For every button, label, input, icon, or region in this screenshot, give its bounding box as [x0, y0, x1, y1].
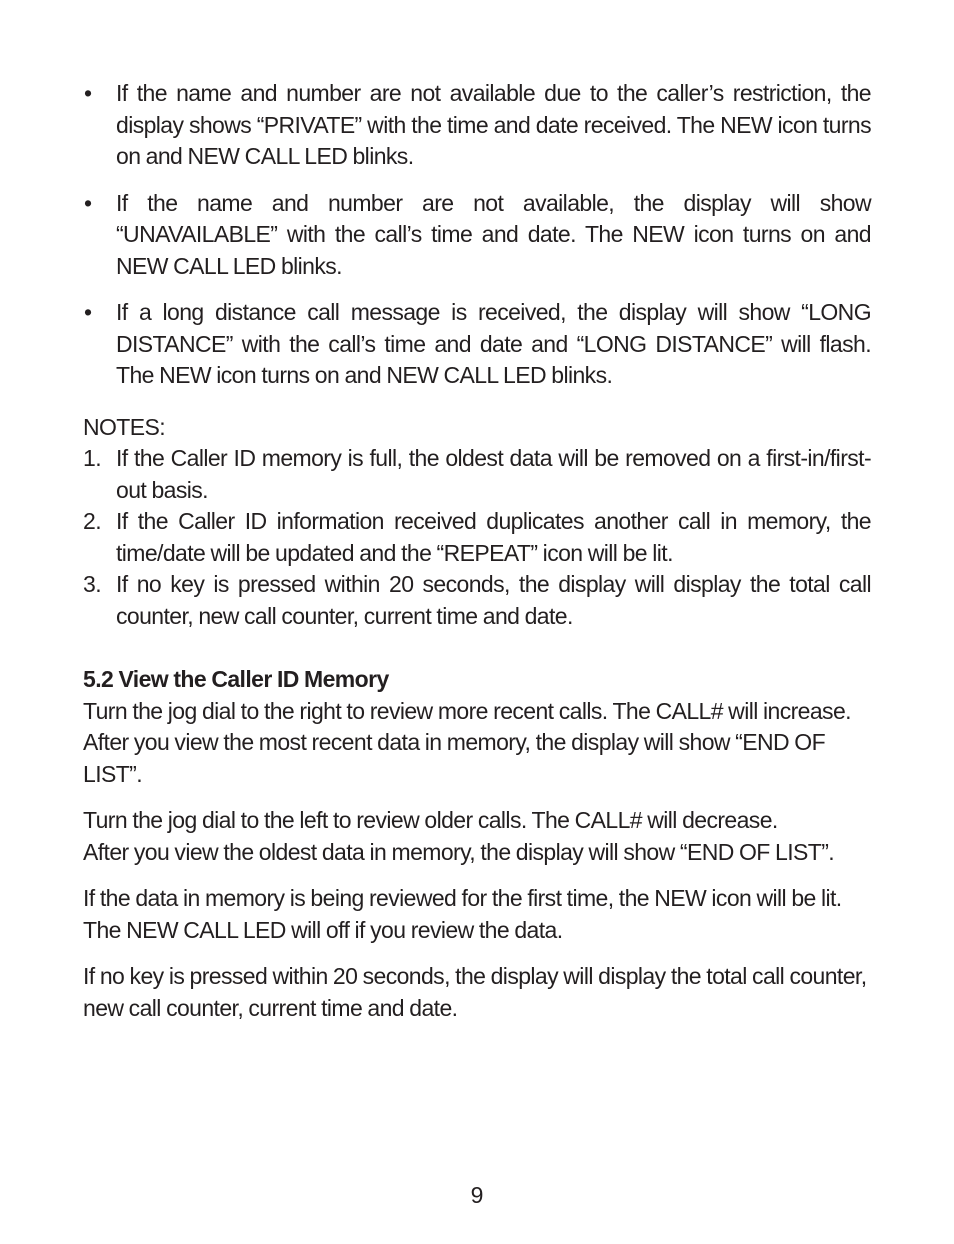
paragraph-line: The NEW CALL LED will off if you review the data.: [83, 916, 563, 943]
note-number: 2.: [83, 508, 101, 534]
note-number: 1.: [83, 445, 101, 471]
note-item-2: [83, 506, 871, 569]
paragraph-line: new call counter, current time and date.: [83, 994, 458, 1021]
bullet-item-unavailable: [83, 188, 871, 283]
notes-section: [83, 412, 871, 633]
section-heading: 5.2 View the Caller ID Memory: [83, 666, 389, 692]
note-number: 3.: [83, 571, 101, 597]
paragraph-jog-right: [83, 696, 871, 791]
note-text: If the Caller ID information received duplicates another call in memory, the time/date will be updated and the “REPEAT” icon will be lit.: [116, 508, 871, 566]
bullet-item-long-distance: [83, 297, 871, 392]
bullet-text: If the name and number are not available, the display will show “UNAVAILABLE” with the call’s time and date. The NEW icon turns on and NEW CALL LED blinks.: [116, 189, 871, 279]
caller-id-memory-section: [83, 664, 871, 1024]
paragraph-timeout: [83, 961, 871, 1024]
paragraph-line: Turn the jog dial to the right to review more recent calls. The CALL# will increase.: [83, 697, 851, 724]
bullet-item-private: [83, 78, 871, 173]
document-page: [83, 78, 871, 1039]
note-text: If the Caller ID memory is full, the oldest data will be removed on a first-in/first-out basis.: [116, 445, 871, 503]
paragraph-line: Turn the jog dial to the left to review older calls. The CALL# will decrease.: [83, 807, 778, 833]
note-item-1: [83, 443, 871, 506]
paragraph-line: If the data in memory is being reviewed for the first time, the NEW icon will be lit.: [83, 885, 842, 911]
paragraph-line: After you view the oldest data in memory, the display will show “END OF LIST”.: [83, 838, 835, 865]
paragraph-first-review: [83, 883, 871, 946]
note-item-3: [83, 569, 871, 632]
bullet-icon: •: [84, 299, 92, 325]
bullet-icon: •: [84, 189, 92, 216]
paragraph-jog-left: [83, 805, 871, 868]
paragraph-line: If no key is pressed within 20 seconds, the display will display the total call counter,: [83, 963, 867, 989]
bullet-text: If the name and number are not available due to the caller’s restriction, the display shows “PRIVATE” with the time and date received. The NEW icon turns on and NEW CALL LED blinks.: [116, 80, 871, 169]
paragraph-line: After you view the most recent data in memory, the display will show “END OF LIST”.: [83, 729, 826, 787]
notes-title: NOTES:: [83, 413, 166, 440]
bullet-list: [83, 78, 871, 392]
note-text: If no key is pressed within 20 seconds, the display will display the total call counter, new call counter, current time and date.: [116, 571, 871, 629]
bullet-icon: •: [84, 80, 92, 106]
page-number: 9: [470, 1182, 484, 1208]
bullet-text: If a long distance call message is received, the display will show “LONG DISTANCE” with the call’s time and date and “LONG DISTANCE” will flash. The NEW icon turns on and NEW CALL LED blinks.: [116, 299, 871, 388]
